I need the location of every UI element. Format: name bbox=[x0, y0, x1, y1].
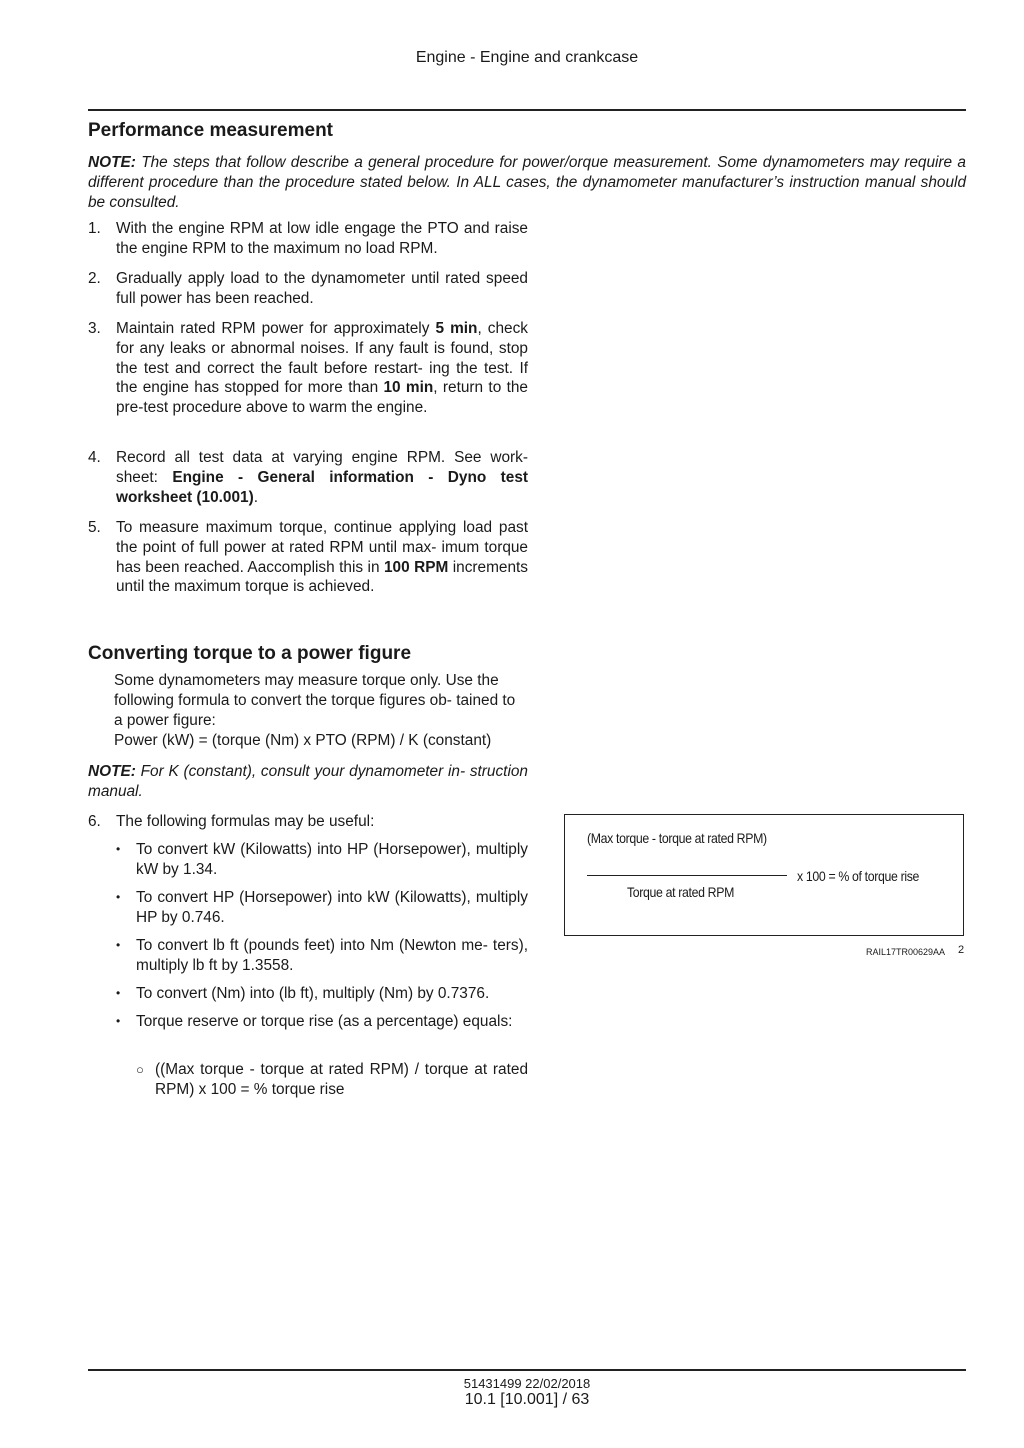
step-1 bbox=[88, 219, 528, 259]
cross-reference-link[interactable]: Engine - General information - Dyno test worksheet (10.001) bbox=[116, 468, 529, 506]
formula-numerator: (Max torque - torque at rated RPM) bbox=[587, 830, 767, 846]
bullet-dot-icon: • bbox=[116, 1014, 121, 1028]
step-5 bbox=[88, 518, 528, 597]
step-emphasis: 10 min bbox=[383, 379, 434, 397]
step-text-part: Record all test data at varying engine RPM. See work- sheet: bbox=[116, 449, 528, 486]
bullet-text: To convert (Nm) into (lb ft), multiply (Nm) by 0.7376. bbox=[136, 985, 490, 1002]
figure-number: 2 bbox=[958, 944, 965, 956]
note-k-constant bbox=[88, 762, 528, 802]
step-text bbox=[116, 319, 528, 418]
note-label: NOTE: bbox=[88, 154, 136, 171]
formula-result: x 100 = % of torque rise bbox=[797, 868, 920, 884]
power-formula: Power (kW) = (torque (Nm) x PTO (RPM) / K (constant) bbox=[114, 732, 492, 749]
step-text-part: Maintain rated RPM power for approximately bbox=[116, 320, 436, 337]
footer-page-number: 10.1 [10.001] / 63 bbox=[464, 1391, 590, 1408]
footer-rule bbox=[88, 1369, 966, 1371]
bullet-lbft-to-nm bbox=[116, 936, 528, 976]
intro-paragraph: Some dynamometers may measure torque only. Use the following formula to convert the torque figures ob- tained to a power figure: bbox=[114, 672, 516, 729]
step-text-part: . bbox=[253, 488, 259, 506]
step-text: With the engine RPM at low idle engage the PTO and raise the engine RPM to the maximum no load RPM. bbox=[116, 220, 528, 257]
step-emphasis: 5 min bbox=[435, 320, 478, 337]
step-4 bbox=[88, 448, 528, 507]
figure-reference-code: RAIL17TR00629AA bbox=[866, 947, 946, 957]
bullet-text: Torque reserve or torque rise (as a percentage) equals: bbox=[136, 1013, 513, 1030]
step-emphasis: 100 RPM bbox=[383, 558, 449, 576]
bullet-dot-icon: • bbox=[116, 842, 121, 856]
sub-bullet-text: ((Max torque - torque at rated RPM) / torque at rated RPM) x 100 = % torque rise bbox=[155, 1061, 528, 1098]
step-number: 3. bbox=[88, 320, 101, 337]
running-header: Engine - Engine and crankcase bbox=[415, 49, 639, 66]
step-text: Gradually apply load to the dynamometer until rated speed full power has been reached. bbox=[116, 270, 528, 307]
step-number: 1. bbox=[88, 220, 101, 237]
step-text-part: , return to the pre-test procedure above to warm the engine. bbox=[116, 379, 528, 417]
step-number: 5. bbox=[88, 519, 101, 536]
step-text-part: , check for any leaks or abnormal noises. If any fault is found, stop the test and correct the fault before restart- ing the test. If the engine has stopped for more than bbox=[116, 320, 528, 397]
step-3 bbox=[88, 319, 528, 418]
sub-bullet-torque-rise-formula bbox=[136, 1060, 528, 1100]
formula-denominator: Torque at rated RPM bbox=[627, 884, 734, 900]
bullet-dot-icon: • bbox=[116, 938, 121, 952]
note-text: The steps that follow describe a general procedure for power/orque measurement. Some dynamometers may require a different procedure than the procedure stated below. In ALL cases, the dynamometer manufacturer’s instruction manual should be consulted. bbox=[88, 154, 966, 211]
fraction-bar bbox=[587, 875, 787, 876]
note-performance bbox=[88, 153, 966, 212]
bullet-text: To convert kW (Kilowatts) into HP (Horsepower), multiply kW by 1.34. bbox=[136, 841, 528, 878]
bullet-dot-icon: • bbox=[116, 890, 121, 904]
bullet-text: To convert lb ft (pounds feet) into Nm (Newton me- ters), multiply lb ft by 1.3558. bbox=[136, 937, 528, 974]
bullet-kw-to-hp bbox=[116, 840, 528, 880]
bullet-text: To convert HP (Horsepower) into kW (Kilowatts), multiply HP by 0.746. bbox=[136, 889, 528, 926]
note-text: For K (constant), consult your dynamometer in- struction manual. bbox=[88, 763, 528, 800]
bullet-dot-icon: • bbox=[116, 986, 121, 1000]
step-text bbox=[116, 518, 528, 597]
step-6 bbox=[88, 812, 528, 832]
step-text bbox=[116, 448, 528, 507]
step-number: 6. bbox=[88, 813, 101, 830]
bullet-hp-to-kw bbox=[116, 888, 528, 928]
circle-bullet-icon: ○ bbox=[136, 1062, 144, 1077]
step-text-part: To measure maximum torque, continue applying load past the point of full power at rated RPM until max- imum torque has been reached. Aaccomplish this in bbox=[116, 519, 528, 576]
step-text: The following formulas may be useful: bbox=[116, 813, 375, 830]
note-label: NOTE: bbox=[88, 763, 136, 780]
footer-document-id: 51431499 22/02/2018 bbox=[463, 1376, 591, 1391]
section-heading-performance: Performance measurement bbox=[88, 120, 333, 141]
step-2 bbox=[88, 269, 528, 309]
step-number: 2. bbox=[88, 270, 101, 287]
section-heading-converting: Converting torque to a power figure bbox=[88, 643, 412, 664]
header-rule bbox=[88, 109, 966, 111]
step-text-part: increments until the maximum torque is achieved. bbox=[116, 558, 528, 596]
bullet-nm-to-lbft bbox=[116, 984, 528, 1004]
step-number: 4. bbox=[88, 449, 101, 466]
bullet-torque-rise bbox=[116, 1012, 528, 1032]
torque-rise-formula-figure bbox=[564, 814, 964, 936]
